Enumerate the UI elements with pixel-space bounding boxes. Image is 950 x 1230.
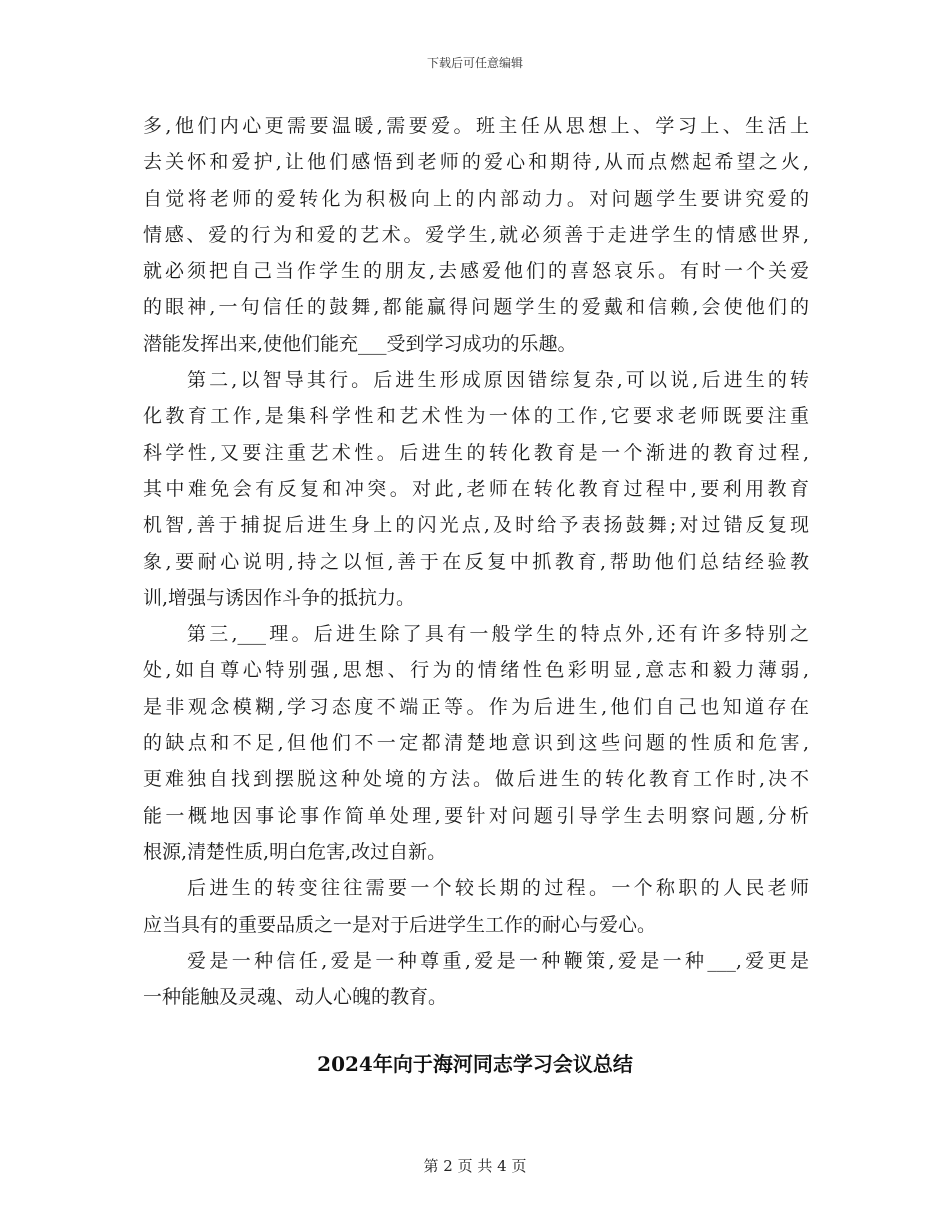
- text-line: 一种能触及灵魂、动人心魄的教育。: [143, 986, 448, 1009]
- text-line: 第三,___理。后进生除了具有一般学生的特点外,还有许多特别之: [187, 623, 809, 646]
- text-line: 科学性,又要注重艺术性。后进生的转化教育是一个渐进的教育过程,: [143, 441, 809, 464]
- text-line: 应当具有的重要品质之一是对于后进学生工作的耐心与爱心。: [143, 913, 657, 936]
- text-line: 象,要耐心说明,持之以恒,善于在反复中抓教育,帮助他们总结经验教: [143, 550, 809, 573]
- paragraph-3: [143, 616, 809, 870]
- text-line: 后进生的转变往往需要一个较长期的过程。一个称职的人民老师: [187, 877, 809, 900]
- document-body: [143, 108, 809, 1015]
- text-line: 情感、爱的行为和爱的艺术。爱学生,就必须善于走进学生的情感世界,: [143, 223, 809, 246]
- text-line: 潜能发挥出来,使他们能充___受到学习成功的乐趣。: [143, 332, 577, 355]
- section-title: 2024年向于海河同志学习会议总结: [317, 1052, 633, 1076]
- text-line: 的眼神,一句信任的鼓舞,都能赢得问题学生的爱戴和信赖,会使他们的: [143, 296, 809, 319]
- text-line: 爱是一种信任,爱是一种尊重,爱是一种鞭策,爱是一种___,爱更是: [187, 949, 809, 972]
- text-line: 多,他们内心更需要温暖,需要爱。班主任从思想上、学习上、生活上: [143, 115, 809, 137]
- text-line: 去关怀和爱护,让他们感悟到老师的爱心和期待,从而点燃起希望之火,: [143, 151, 809, 174]
- paragraph-5: [143, 943, 809, 1016]
- text-line: 能一概地因事论事作简单处理,要针对问题引导学生去明察问题,分析: [143, 804, 809, 827]
- text-line: 化教育工作,是集科学性和艺术性为一体的工作,它要求老师既要注重: [143, 405, 809, 428]
- text-line: 其中难免会有反复和冲突。对此,老师在转化教育过程中,要利用教育: [143, 477, 809, 500]
- text-line: 的缺点和不足,但他们不一定都清楚地意识到这些问题的性质和危害,: [143, 732, 809, 755]
- paragraph-4: [143, 870, 809, 943]
- text-line: 根源,清楚性质,明白危害,改过自新。: [143, 840, 447, 863]
- paragraph-1: [143, 108, 809, 362]
- text-line: 处,如自尊心特别强,思想、行为的情绪性色彩明显,意志和毅力薄弱,: [143, 659, 809, 682]
- text-line: 更难独自找到摆脱这种处境的方法。做后进生的转化教育工作时,决不: [143, 768, 809, 791]
- text-line: 第二,以智导其行。后进生形成原因错综复杂,可以说,后进生的转: [187, 369, 809, 392]
- text-line: 机智,善于捕捉后进生身上的闪光点,及时给予表扬鼓舞;对过错反复现: [143, 514, 809, 537]
- text-line: 自觉将老师的爱转化为积极向上的内部动力。对问题学生要讲究爱的: [143, 187, 809, 210]
- paragraph-2: [143, 362, 809, 616]
- header-note: 下载后可任意编辑: [426, 56, 523, 70]
- text-line: 训,增强与诱因作斗争的抵抗力。: [143, 586, 416, 609]
- text-line: 是非观念模糊,学习态度不端正等。作为后进生,他们自己也知道存在: [143, 695, 809, 718]
- page-number: 第 2 页 共 4 页: [423, 1157, 527, 1175]
- text-line: 就必须把自己当作学生的朋友,去感爱他们的喜怒哀乐。有时一个关爱: [143, 260, 809, 283]
